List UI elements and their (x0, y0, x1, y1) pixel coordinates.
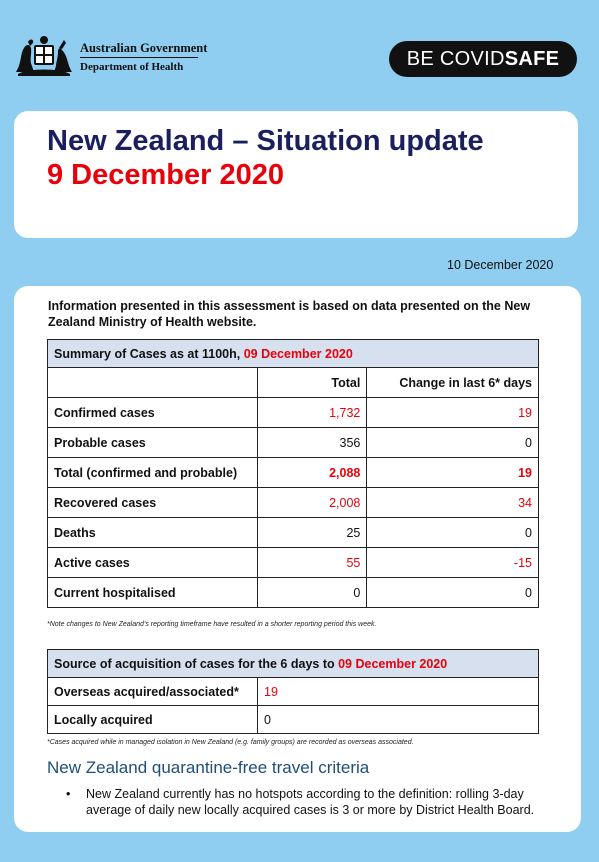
row-label: Current hospitalised (48, 578, 258, 608)
table-row (48, 488, 539, 518)
row-total: 25 (257, 518, 367, 548)
summary-table (47, 339, 539, 608)
source-caption-prefix: Source of acquisition of cases for the 6 days to (54, 656, 339, 671)
row-total: 356 (257, 428, 367, 458)
row-change: 0 (367, 428, 539, 458)
logo-divider (80, 57, 198, 58)
table-row (48, 398, 539, 428)
criteria-heading: New Zealand quarantine-free travel criteria (47, 758, 370, 777)
row-change: -15 (367, 548, 539, 578)
row-label: Overseas acquired/associated* (48, 678, 258, 706)
row-change: 19 (367, 398, 539, 428)
row-label: Locally acquired (48, 706, 258, 734)
row-label: Active cases (48, 548, 258, 578)
report-date: 10 December 2020 (447, 258, 554, 272)
summary-header-row (48, 368, 539, 398)
criteria-bullet-text: New Zealand currently has no hotspots according to the definition: rolling 3-day average of daily new locally acquired cases is 3 or more by District Health Board. (86, 787, 535, 817)
page-subtitle-date: 9 December 2020 (47, 159, 284, 191)
source-table-caption (48, 650, 539, 678)
table-row (48, 458, 539, 488)
government-name: Australian Government (80, 41, 208, 55)
table-row (48, 706, 539, 734)
header-total: Total (257, 368, 367, 398)
row-total: 55 (257, 548, 367, 578)
list-item (66, 786, 556, 818)
main-content-card (14, 286, 581, 832)
title-card (14, 111, 578, 238)
table-row (48, 678, 539, 706)
row-change: 19 (367, 458, 539, 488)
badge-regular-text: BE COVID (406, 48, 505, 70)
intro-text: Information presented in this assessment is based on data presented on the New Zealand Ministry of Health website. (48, 299, 531, 329)
row-total: 2,088 (257, 458, 367, 488)
table-row (48, 548, 539, 578)
department-name: Department of Health (80, 61, 184, 73)
row-label: Total (confirmed and probable) (48, 458, 258, 488)
covidsafe-badge (389, 41, 577, 77)
bullet-icon: • (66, 787, 71, 801)
badge-bold-text: SAFE (504, 48, 560, 70)
row-change: 34 (367, 488, 539, 518)
source-caption-date: 09 December 2020 (338, 656, 448, 671)
row-total: 0 (257, 578, 367, 608)
header-change: Change in last 6* days (367, 368, 539, 398)
summary-caption-prefix: Summary of Cases as at 1100h, (54, 346, 244, 361)
page-title: New Zealand – Situation update (47, 125, 484, 157)
row-change: 0 (367, 578, 539, 608)
row-label: Recovered cases (48, 488, 258, 518)
summary-table-caption (48, 340, 539, 368)
row-label: Probable cases (48, 428, 258, 458)
header-cell-empty (48, 368, 258, 398)
row-change: 0 (367, 518, 539, 548)
row-value: 0 (258, 706, 539, 734)
table-row (48, 428, 539, 458)
table-row (48, 518, 539, 548)
row-total: 2,008 (257, 488, 367, 518)
page-header (0, 0, 599, 105)
summary-footnote: *Note changes to New Zealand’s reporting timeframe have resulted in a shorter reporting period this week. (47, 621, 377, 628)
source-table (47, 649, 539, 734)
row-label: Confirmed cases (48, 398, 258, 428)
row-value: 19 (258, 678, 539, 706)
row-label: Deaths (48, 518, 258, 548)
table-row (48, 578, 539, 608)
row-total: 1,732 (257, 398, 367, 428)
summary-caption-date: 09 December 2020 (243, 346, 353, 361)
source-footnote: *Cases acquired while in managed isolation in New Zealand (e.g. family groups) are recorded as overseas associated. (47, 739, 414, 746)
government-logo-text (80, 41, 207, 74)
coat-of-arms-icon (12, 32, 76, 76)
